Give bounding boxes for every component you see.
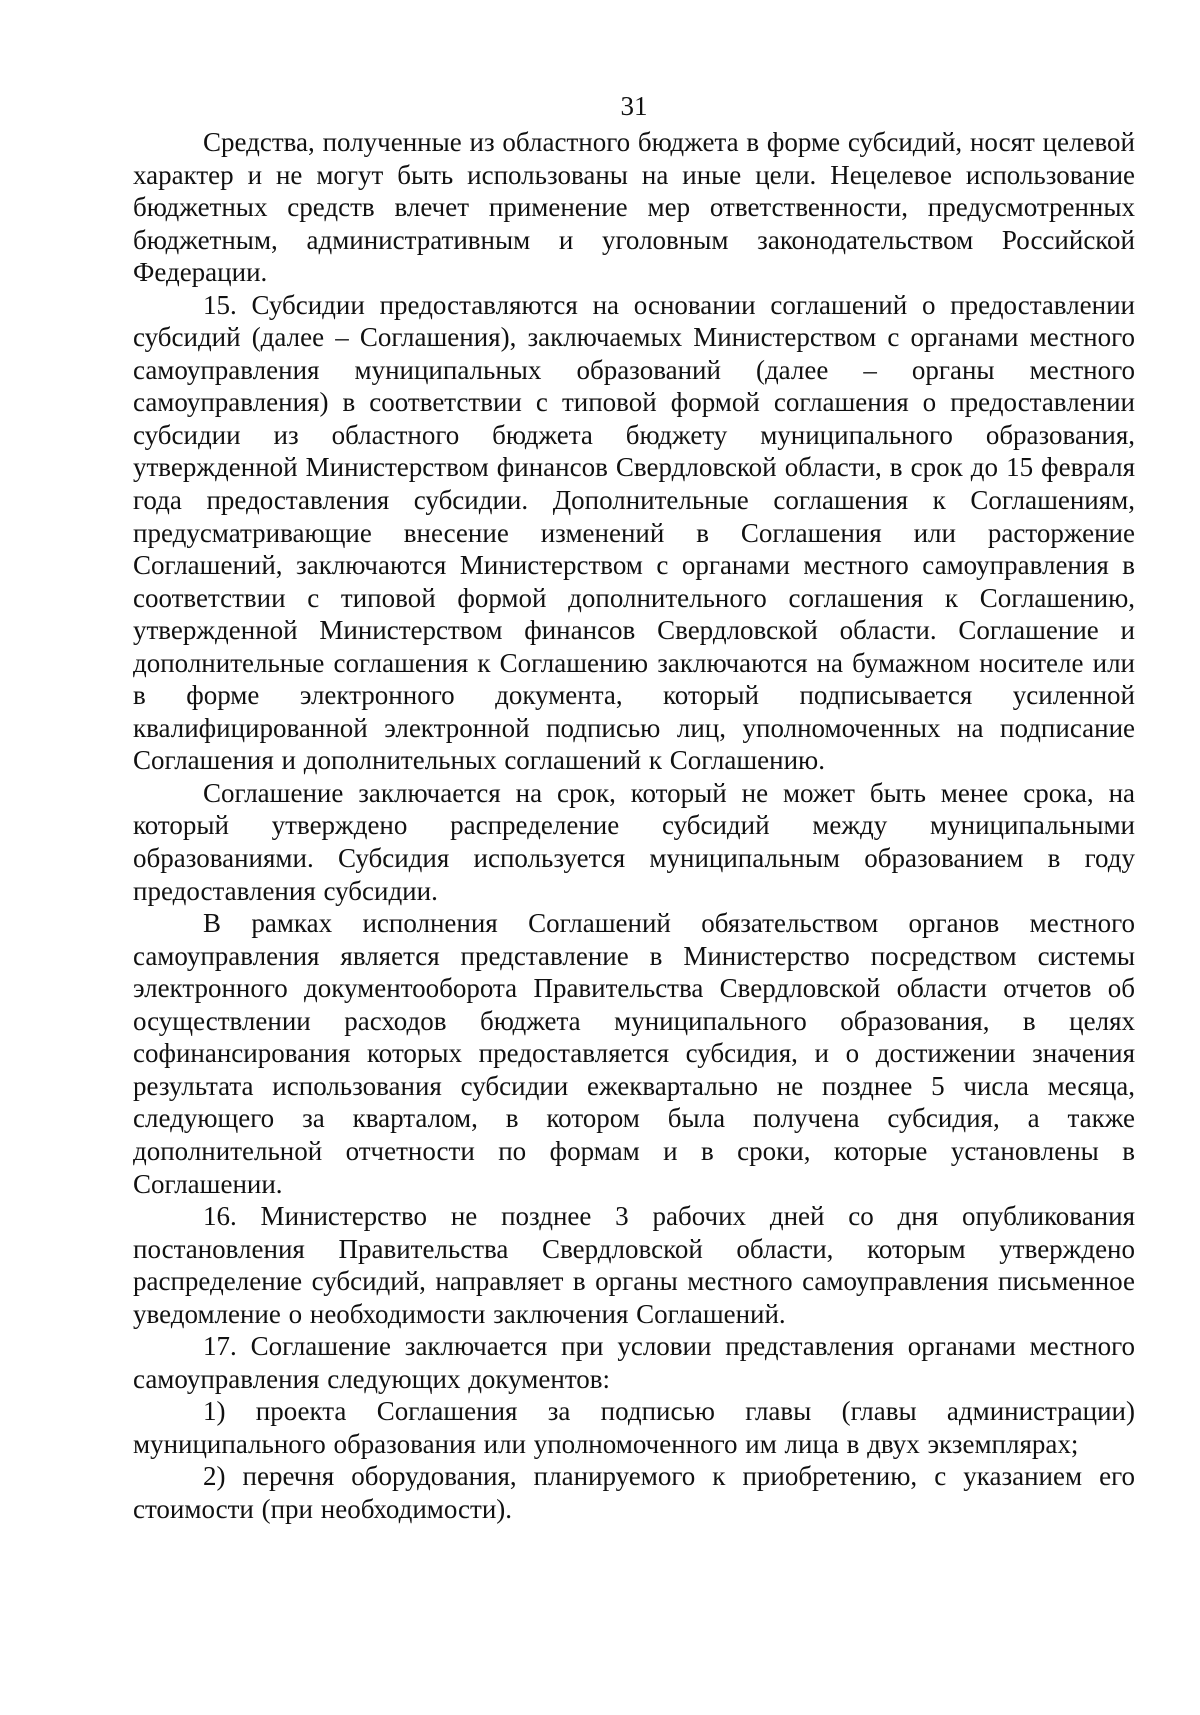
paragraph-funds-purpose: Средства, полученные из областного бюджета в форме субсидий, носят целевой характер и не могут быть использованы на иные цели. Нецелевое использование бюджетных средств влечет применение мер ответственности, предусмотренных бюджетным, административным и уголовным законодательством Российской Федерации. bbox=[133, 127, 1135, 288]
paragraph-agreement-term: Соглашение заключается на срок, который не может быть менее срока, на который утверждено распределение субсидий между муниципальными образованиями. Субсидия используется муниципальным образованием в году предоставления субсидии. bbox=[133, 777, 1135, 906]
paragraph-15-agreements: 15. Субсидии предоставляются на основании соглашений о предоставлении субсидий (далее – Соглашения), заключаемых Министерством с органами местного самоуправления муниципальных образований (далее – органы местного самоуправления) в соответствии с типовой формой соглашения о предоставлении субсидии из областного бюджета бюджету муниципального образования, утвержденной Министерством финансов Свердловской области, в срок до 15 февраля года предоставления субсидии. Дополнительные соглашения к Соглашениям, предусматривающие внесение изменений в Соглашения или расторжение Соглашений, заключаются Министерством с органами местного самоуправления в соответствии с типовой формой дополнительного соглашения к Соглашению, утвержденной Министерством финансов Свердловской области. Соглашение и дополнительные соглашения к Соглашению заключаются на бумажном носителе или в форме электронного документа, который подписывается усиленной квалифицированной электронной подписью лиц, уполномоченных на подписание Соглашения и дополнительных соглашений к Соглашению. bbox=[133, 289, 1135, 776]
paragraph-16-notification: 16. Министерство не позднее 3 рабочих дней со дня опубликования постановления Правительства Свердловской области, которым утверждено распределение субсидий, направляет в органы местного самоуправления письменное уведомление о необходимости заключения Соглашений. bbox=[133, 1201, 1135, 1329]
paragraph-reporting: В рамках исполнения Соглашений обязательством органов местного самоуправления является представление в Министерство посредством системы электронного документооборота Правительства Свердловской области отчетов об осуществлении расходов бюджета муниципального образования, в целях софинансирования которых предоставляется субсидия, и о достижении значения результата использования субсидии ежеквартально не позднее 5 числа месяца, следующего за кварталом, в котором была получена субсидия, а также дополнительной отчетности по формам и в сроки, которые установлены в Соглашении. bbox=[133, 908, 1135, 1199]
page-number: 31 bbox=[620, 91, 648, 121]
paragraph-17-conditions: 17. Соглашение заключается при условии представления органами местного самоуправления следующих документов: bbox=[133, 1331, 1135, 1394]
list-item-2-equipment-list: 2) перечня оборудования, планируемого к приобретению, с указанием его стоимости (при необходимости). bbox=[133, 1461, 1135, 1524]
document-page bbox=[133, 90, 1135, 1526]
list-item-1-draft-agreement: 1) проекта Соглашения за подписью главы (главы администрации) муниципального образования или уполномоченного им лица в двух экземплярах; bbox=[133, 1396, 1135, 1459]
